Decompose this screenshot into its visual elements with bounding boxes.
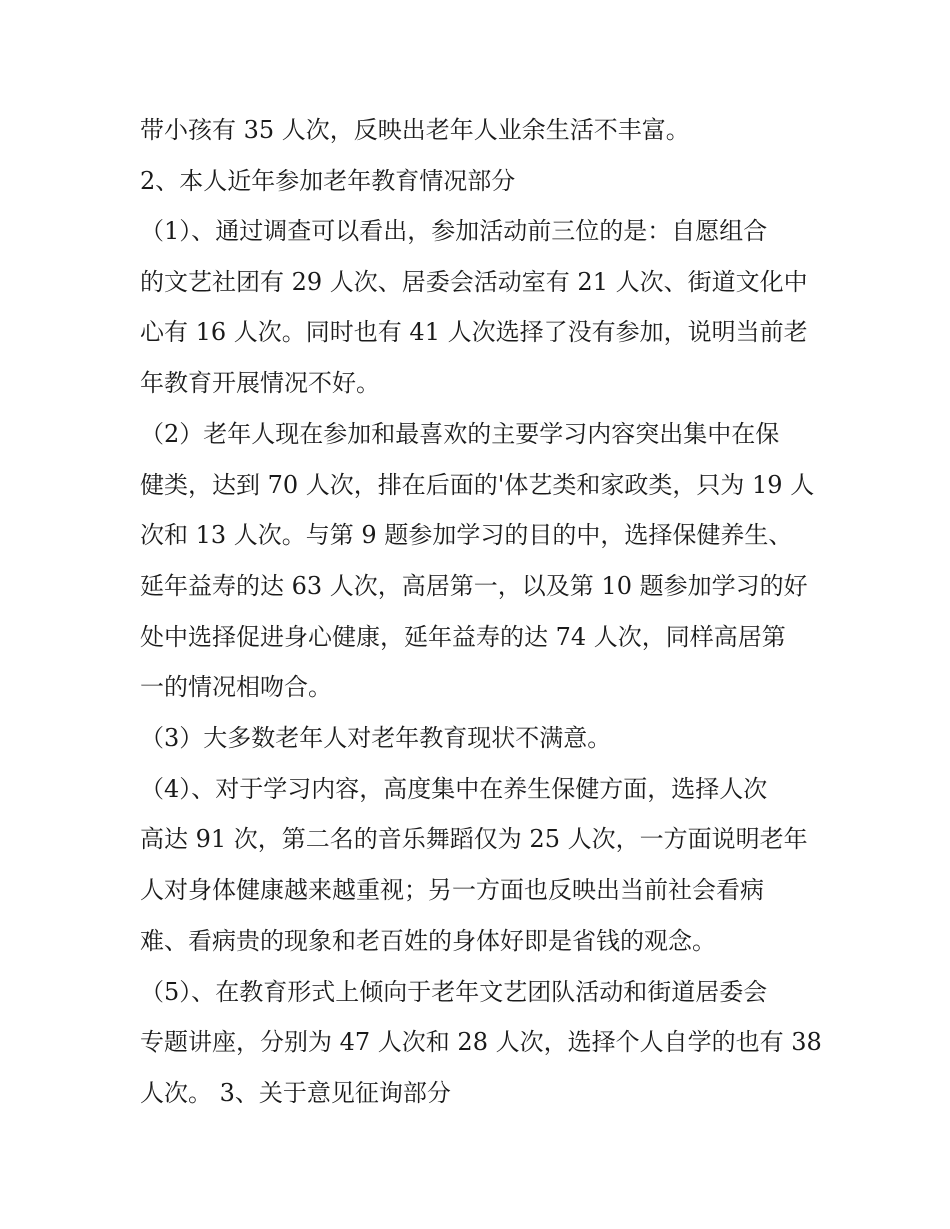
text-line: 次和 13 人次。与第 9 题参加学习的目的中，选择保健养生、 bbox=[140, 521, 793, 549]
text-line: （3）大多数老年人对老年教育现状不满意。 bbox=[140, 724, 612, 752]
text-line: （4）、对于学习内容，高度集中在养生保健方面，选择人次 bbox=[140, 775, 768, 803]
text-line: 延年益寿的达 63 人次，高居第一，以及第 10 题参加学习的好 bbox=[140, 572, 808, 600]
text-line: 人次。 3、关于意见征询部分 bbox=[140, 1079, 451, 1107]
text-line: （5）、在教育形式上倾向于老年文艺团队活动和街道居委会 bbox=[140, 978, 768, 1006]
text-line: （1）、通过调查可以看出，参加活动前三位的是：自愿组合 bbox=[140, 217, 768, 245]
text-line: 难、看病贵的现象和老百姓的身体好即是省钱的观念。 bbox=[140, 927, 716, 955]
text-line: （2）老年人现在参加和最喜欢的主要学习内容突出集中在保 bbox=[140, 420, 780, 448]
text-line: 一的情况相吻合。 bbox=[140, 673, 332, 701]
text-line: 处中选择促进身心健康，延年益寿的达 74 人次，同样高居第 bbox=[140, 623, 786, 651]
text-line: 专题讲座，分别为 47 人次和 28 人次，选择个人自学的也有 38 bbox=[140, 1028, 822, 1056]
section-heading: 2、本人近年参加老年教育情况部分 bbox=[140, 167, 516, 195]
text-line: 健类，达到 70 人次，排在后面的'体艺类和家政类，只为 19 人 bbox=[140, 471, 815, 499]
text-line: 带小孩有 35 人次，反映出老年人业余生活不丰富。 bbox=[140, 116, 690, 144]
text-line: 人对身体健康越来越重视；另一方面也反映出当前社会看病 bbox=[140, 876, 764, 904]
text-line: 高达 91 次，第二名的音乐舞蹈仅为 25 人次，一方面说明老年 bbox=[140, 825, 808, 853]
text-line: 年教育开展情况不好。 bbox=[140, 369, 380, 397]
text-line: 的文艺社团有 29 人次、居委会活动室有 21 人次、街道文化中 bbox=[140, 268, 808, 296]
text-line: 心有 16 人次。同时也有 41 人次选择了没有参加，说明当前老 bbox=[140, 318, 808, 346]
